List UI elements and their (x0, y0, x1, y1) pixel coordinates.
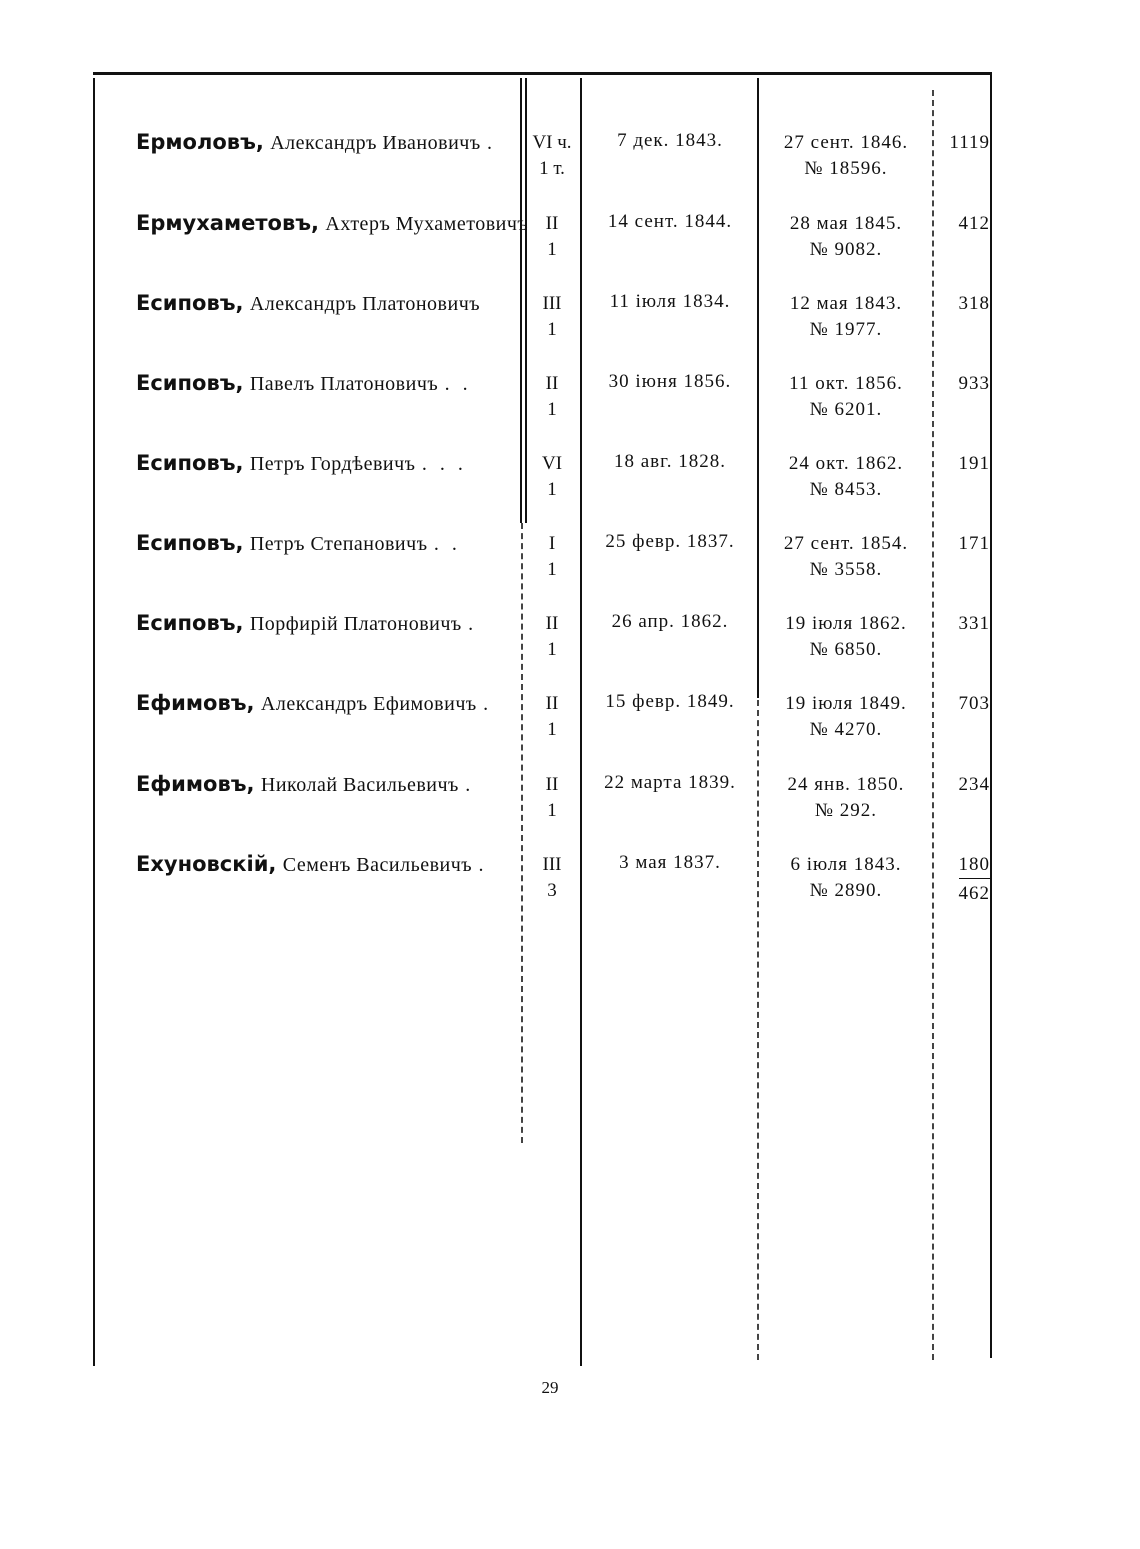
ref-cell (760, 211, 932, 263)
number-cell: 318 (958, 293, 990, 314)
surname: Ехуновскiй, (136, 852, 277, 876)
surname: Ермоловъ, (136, 130, 264, 154)
rank-cell (522, 451, 582, 503)
number-cell (934, 852, 990, 907)
number-cell: 191 (958, 453, 990, 474)
surname: Есиповъ, (136, 371, 244, 395)
ref-number: № 2890. (809, 880, 883, 901)
table-row (0, 691, 1140, 771)
rank-subline: 1 (547, 319, 557, 340)
date-cell: 14 сент. 1844. (607, 211, 733, 232)
table-row (0, 451, 1140, 531)
table-row (0, 211, 1140, 291)
rank-line: II (545, 373, 559, 394)
rank-cell (522, 371, 582, 423)
rank-line: II (545, 693, 559, 714)
ref-date: 11 окт. 1856. (789, 373, 903, 394)
rank-cell (522, 691, 582, 743)
given-name: Николай Васильевичъ (260, 774, 459, 796)
ref-cell (760, 852, 932, 904)
given-name: Ахтеръ Мухаметовичъ (325, 213, 529, 235)
leader-dots: . (465, 774, 475, 796)
rank-subline: 3 (547, 880, 557, 901)
person-name (136, 211, 528, 236)
person-name (136, 691, 492, 716)
number-value: 180 (958, 854, 990, 875)
number-cell: 234 (958, 774, 990, 795)
rank-subline: 1 (547, 800, 557, 821)
rank-subline: 1 (547, 479, 557, 500)
ref-date: 24 янв. 1850. (787, 774, 905, 795)
rank-line: II (545, 613, 559, 634)
ref-date: 27 сент. 1854. (783, 533, 909, 554)
ref-number: № 292. (814, 800, 878, 821)
rank-line: I (548, 533, 556, 554)
rank-subline: 1 (547, 399, 557, 420)
rank-subline: 1 т. (539, 158, 565, 179)
number-cell: 412 (958, 213, 990, 234)
date-cell: 22 марта 1839. (604, 772, 736, 793)
rank-cell (522, 130, 582, 182)
leader-dots: . (483, 693, 493, 715)
person-name (136, 772, 474, 797)
ref-number: № 6201. (809, 399, 883, 420)
ref-number: № 3558. (809, 559, 883, 580)
table-row (0, 852, 1140, 932)
number-cell: 703 (958, 693, 990, 714)
rank-line: III (542, 854, 562, 875)
person-name (136, 371, 472, 396)
person-name (136, 531, 461, 556)
table-row (0, 772, 1140, 852)
rank-cell (522, 211, 582, 263)
given-name: Александръ Платоновичъ (249, 293, 481, 315)
person-name (136, 852, 488, 877)
rank-line: VI ч. (532, 132, 572, 153)
ref-cell (760, 531, 932, 583)
person-name (136, 611, 477, 636)
date-cell: 25 февр. 1837. (605, 531, 735, 552)
given-name: Семенъ Васильевичъ (282, 854, 473, 876)
person-name (136, 451, 467, 476)
number-cell: 933 (958, 373, 990, 394)
rank-cell (522, 291, 582, 343)
leader-dots: . . . (421, 453, 467, 475)
rank-subline: 1 (547, 559, 557, 580)
rank-subline: 1 (547, 719, 557, 740)
rank-cell (522, 852, 582, 904)
rank-subline: 1 (547, 239, 557, 260)
ref-number: № 18596. (804, 158, 888, 179)
date-cell: 26 апр. 1862. (611, 611, 729, 632)
surname: Есиповъ, (136, 611, 244, 635)
leader-dots: . . (433, 533, 461, 555)
table-row (0, 531, 1140, 611)
rank-line: VI (541, 453, 563, 474)
date-cell: 7 дек. 1843. (617, 130, 723, 151)
ref-date: 19 iюля 1849. (785, 693, 907, 714)
ref-number: № 4270. (809, 719, 883, 740)
rank-line: II (545, 774, 559, 795)
leader-dots: . . (444, 373, 472, 395)
surname: Есиповъ, (136, 531, 244, 555)
person-name (136, 130, 496, 155)
ref-number: № 8453. (809, 479, 883, 500)
surname: Ермухаметовъ, (136, 211, 320, 235)
leader-dots: . (487, 132, 497, 154)
leader-dots: . (468, 613, 478, 635)
ref-date: 6 iюля 1843. (790, 854, 902, 875)
column-total: 462 (959, 878, 991, 907)
rank-cell (522, 772, 582, 824)
surname: Есиповъ, (136, 291, 244, 315)
given-name: Александръ Ивановичъ (270, 132, 481, 154)
ref-cell (760, 611, 932, 663)
ref-number: № 1977. (809, 319, 883, 340)
ref-cell (760, 371, 932, 423)
ref-cell (760, 130, 932, 182)
date-cell: 15 февр. 1849. (605, 691, 735, 712)
rank-line: II (545, 213, 559, 234)
number-cell: 331 (958, 613, 990, 634)
ref-cell (760, 291, 932, 343)
surname: Есиповъ, (136, 451, 244, 475)
rank-subline: 1 (547, 639, 557, 660)
given-name: Петръ Степановичъ (249, 533, 428, 555)
given-name: Петръ Гордѣевичъ (249, 453, 416, 475)
date-cell: 30 iюня 1856. (608, 371, 732, 392)
given-name: Павелъ Платоновичъ (249, 373, 439, 395)
ref-date: 28 мая 1845. (789, 213, 903, 234)
date-cell: 18 авг. 1828. (613, 451, 727, 472)
number-cell: 171 (958, 533, 990, 554)
ref-number: № 6850. (809, 639, 883, 660)
top-rule (93, 72, 991, 75)
ref-number: № 9082. (809, 239, 883, 260)
person-name (136, 291, 480, 316)
surname: Ефимовъ, (136, 772, 255, 796)
table-row (0, 291, 1140, 371)
table-row (0, 611, 1140, 691)
rank-cell (522, 611, 582, 663)
ref-date: 24 окт. 1862. (788, 453, 904, 474)
ref-cell (760, 451, 932, 503)
ref-cell (760, 691, 932, 743)
given-name: Александръ Ефимовичъ (260, 693, 477, 715)
rank-line: III (542, 293, 562, 314)
page-number: 29 (541, 1378, 559, 1397)
ref-date: 27 сент. 1846. (783, 132, 909, 153)
rank-cell (522, 531, 582, 583)
ref-cell (760, 772, 932, 824)
ref-date: 19 iюля 1862. (785, 613, 907, 634)
number-cell: 1119 (949, 132, 990, 153)
given-name: Порфирiй Платоновичъ (249, 613, 462, 635)
date-cell: 11 iюля 1834. (609, 291, 731, 312)
leader-dots: . (478, 854, 488, 876)
table-row (0, 130, 1140, 210)
table-row (0, 371, 1140, 451)
ref-date: 12 мая 1843. (789, 293, 903, 314)
date-cell: 3 мая 1837. (619, 852, 721, 873)
surname: Ефимовъ, (136, 691, 255, 715)
